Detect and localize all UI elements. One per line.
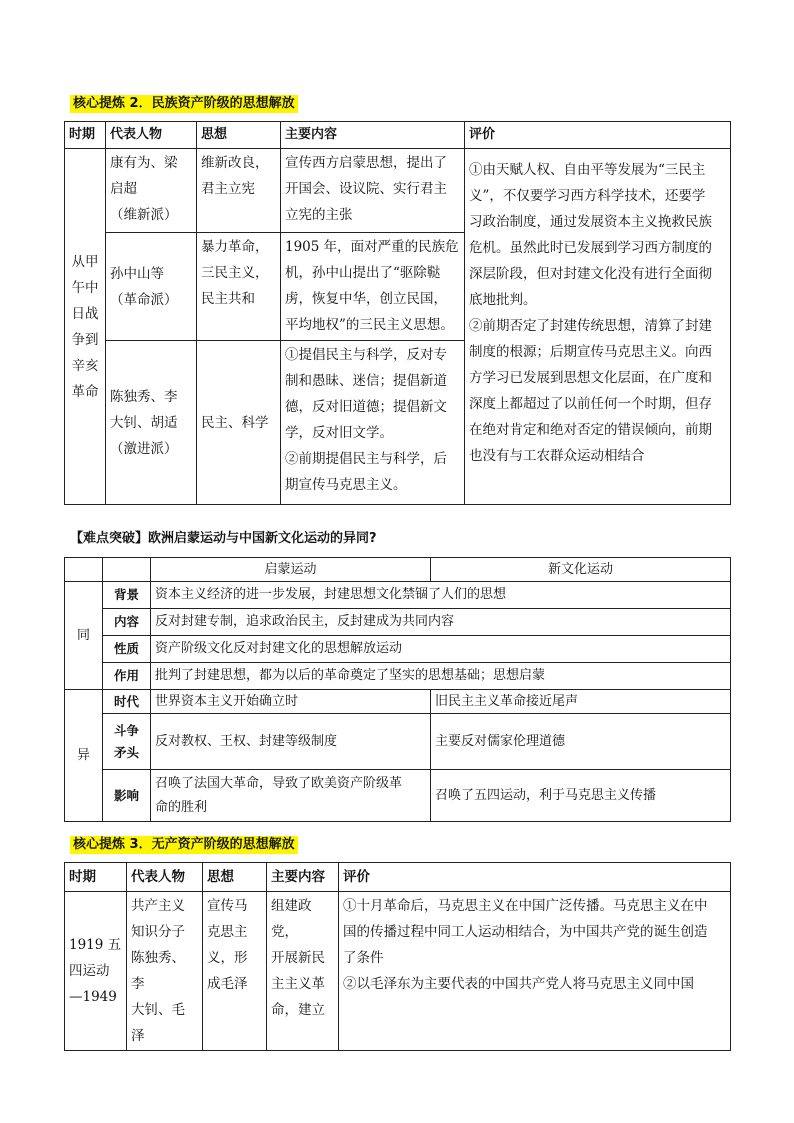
same-key: 作用 [103, 663, 151, 690]
header-person: 代表人物 [127, 863, 203, 892]
diff-right: 主要反对儒家伦理道德 [431, 714, 731, 770]
header-content: 主要内容 [267, 863, 339, 892]
person-cell: 共产主义 知识分子 陈独秀、李 大钊、毛泽 [127, 892, 203, 1051]
diff-key: 影响 [103, 770, 151, 822]
diff-key: 斗争 矛头 [103, 714, 151, 770]
idea-radical: 民主、科学 [197, 341, 281, 505]
same-text: 资产阶级文化反对封建文化的思想解放运动 [151, 636, 731, 663]
header-evaluation: 评价 [465, 122, 731, 149]
same-key: 性质 [103, 636, 151, 663]
diff-left: 世界资本主义开始确立时 [151, 690, 431, 714]
col-new-culture: 新文化运动 [431, 558, 731, 582]
diff-right: 召唤了五四运动，利于马克思主义传播 [431, 770, 731, 822]
idea-reform: 维新改良， 君主立宪 [197, 149, 281, 233]
difficulty-table [64, 557, 731, 822]
section3-title: 核心提炼 3．无产资产阶级的思想解放 [70, 836, 298, 854]
evaluation-cell: ①由天赋人权、自由平等发展为“三民主 义”，不仅要学习西方科学技术，还要学 习政治制度，通过发展资本主义挽救民族 危机。虽然此时已发展到学习西方制度的 深层阶段，但对封建文化没有进行全面彻 底地批判。 ②前期否定了封建传统思想，清算了封建 制度的根源；后期宣传马克思主义。向西 方学习已发展到思想文化层面，在广度和 深度上都超过了以前任何一个时期，但存 在绝对肯定和绝对否定的错误倾向，前期 也没有与工农群众运动相结合 [465, 149, 731, 505]
section2-table [64, 121, 731, 505]
person-radicals: 陈独秀、李 大钊、胡适 （激进派） [106, 341, 197, 505]
header-evaluation: 评价 [339, 863, 731, 892]
diff-label: 异 [65, 690, 103, 822]
content-revolution: 1905 年，面对严重的民族危 机，孙中山提出了“驱除鞑 虏，恢复中华，创立民国， 平均地权”的三民主义思想。 [281, 233, 465, 341]
evaluation-cell: ①十月革命后，马克思主义在中国广泛传播。马克思主义在中 国的传播过程中同工人运动相结合，为中国共产党的诞生创造 了条件 ②以毛泽东为主要代表的中国共产党人将马克思主义同中国 [339, 892, 731, 1051]
idea-revolution: 暴力革命， 三民主义， 民主共和 [197, 233, 281, 341]
content-cell: 组建政党， 开展新民 主主义革 命，建立 [267, 892, 339, 1051]
header-period: 时期 [65, 122, 106, 149]
header-period: 时期 [65, 863, 127, 892]
diff-key: 时代 [103, 690, 151, 714]
diff-left: 召唤了法国大革命，导致了欧美资产阶级革 命的胜利 [151, 770, 431, 822]
content-radical: ①提倡民主与科学，反对专 制和愚昧、迷信；提倡新道 德，反对旧道德；提倡新文 学，反对旧文学。 ②前期提倡民主与科学，后 期宣传马克思主义。 [281, 341, 465, 505]
idea-cell: 宣传马 克思主 义，形 成毛泽 [203, 892, 267, 1051]
same-text: 反对封建专制，追求政治民主，反封建成为共同内容 [151, 609, 731, 636]
header-person: 代表人物 [106, 122, 197, 149]
header-idea: 思想 [203, 863, 267, 892]
header-content: 主要内容 [281, 122, 465, 149]
col-enlightenment: 启蒙运动 [151, 558, 431, 582]
same-key: 背景 [103, 582, 151, 609]
period-cell: 1919 五 四运动 —1949 [65, 892, 127, 1051]
person-revolutionaries: 孙中山等 （革命派） [106, 233, 197, 341]
diff-right: 旧民主主义革命接近尾声 [431, 690, 731, 714]
content-reform: 宣传西方启蒙思想，提出了 开国会、设议院、实行君主 立宪的主张 [281, 149, 465, 233]
section3-table [64, 862, 731, 1051]
person-reformists: 康有为、梁 启超 （维新派） [106, 149, 197, 233]
same-key: 内容 [103, 609, 151, 636]
same-label: 同 [65, 582, 103, 690]
same-text: 资本主义经济的进一步发展，封建思想文化禁锢了人们的思想 [151, 582, 731, 609]
header-idea: 思想 [197, 122, 281, 149]
period-cell: 从甲 午中 日战 争到 辛亥 革命 [65, 149, 106, 505]
diff-left: 反对教权、王权、封建等级制度 [151, 714, 431, 770]
difficulty-title: 【难点突破】欧洲启蒙运动与中国新文化运动的异同? [70, 531, 377, 546]
section2-title: 核心提炼 2．民族资产阶级的思想解放 [70, 95, 298, 113]
same-text: 批判了封建思想，都为以后的革命奠定了坚实的思想基础；思想启蒙 [151, 663, 731, 690]
